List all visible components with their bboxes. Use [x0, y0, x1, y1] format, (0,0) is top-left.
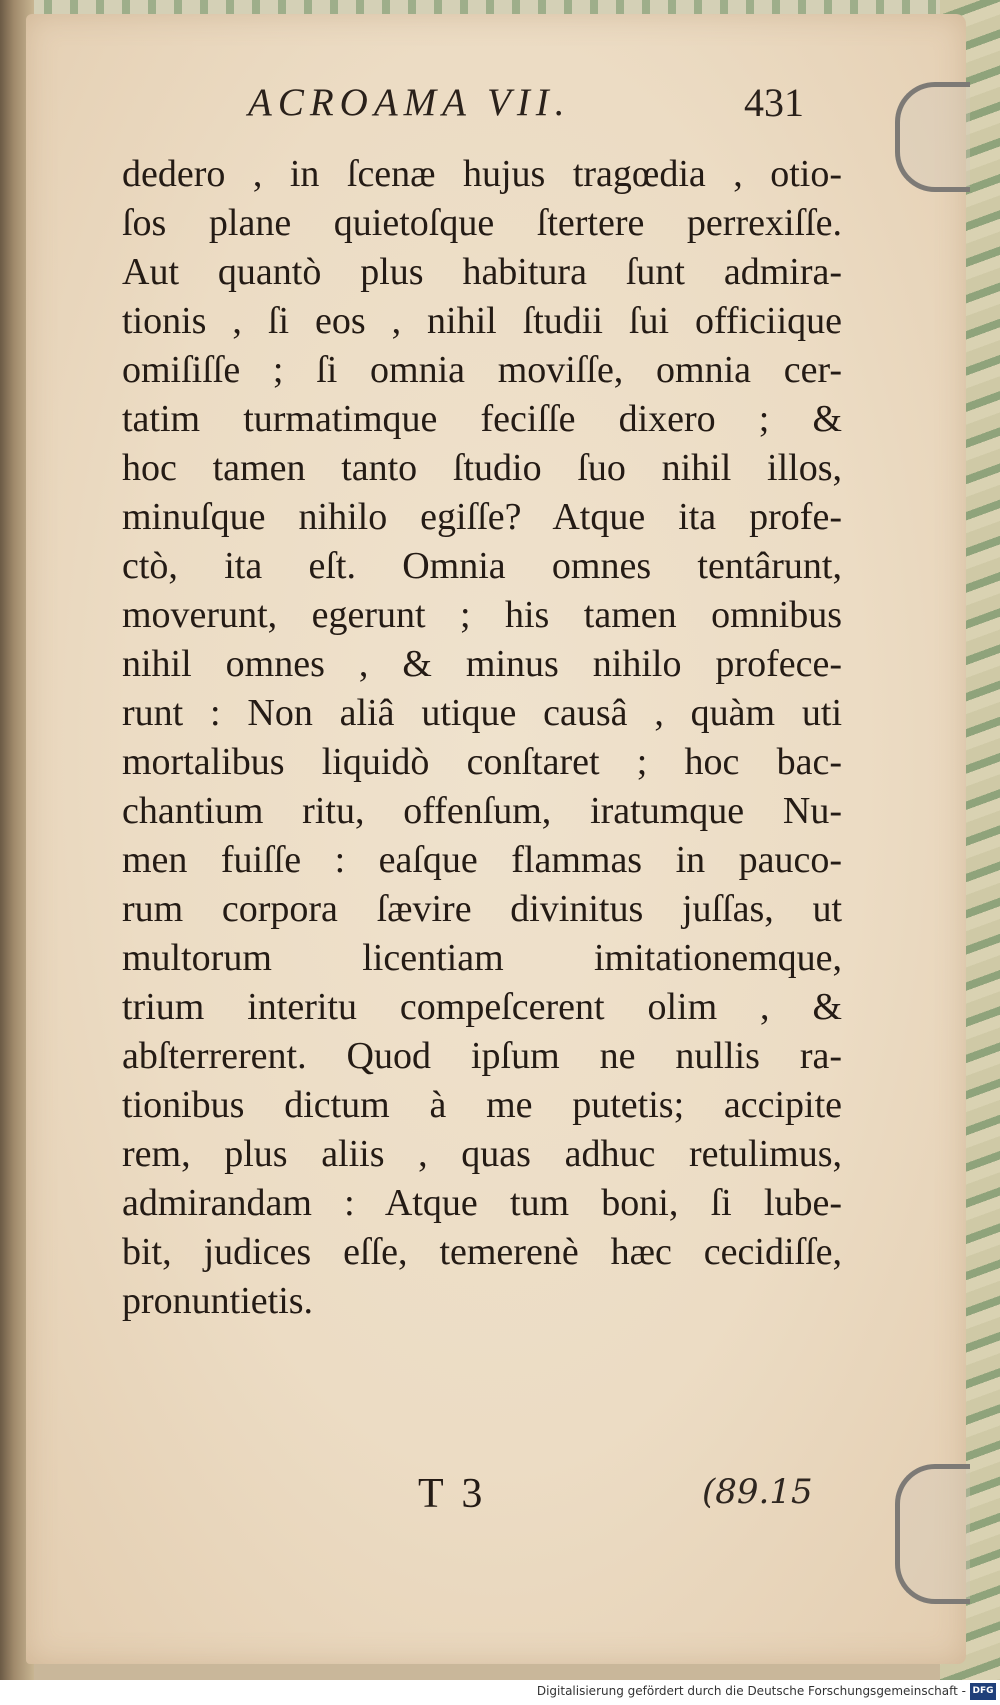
running-head: ACROAMA VII. — [248, 81, 571, 124]
text-line: tionibus dictum à me putetis; accipite — [122, 1084, 842, 1126]
text-line: bit, judices eſſe, temerenè hæc cecidiſſe, — [122, 1231, 842, 1273]
text-line: ſos plane quietoſque ſtertere perrexiſſe. — [122, 202, 842, 244]
text-line: rum corpora ſævire divinitus juſſas, ut — [122, 888, 842, 930]
text-line: multorum licentiam imitationemque, — [122, 937, 842, 979]
text-line: admirandam : Atque tum boni, ſi lubе- — [122, 1182, 842, 1224]
text-line: trium interitu compeſcerent olim , & — [122, 986, 842, 1028]
text-line: chantium ritu, offenſum, iratumque Nu- — [122, 790, 842, 832]
text-line: omiſiſſe ; ſi omnia moviſſe, omnia cer- — [122, 349, 842, 391]
signature-mark: T 3 — [418, 1471, 487, 1517]
text-line: moverunt, egerunt ; his tamen omnibus — [122, 594, 842, 636]
text-line: pronuntietis. — [122, 1280, 314, 1322]
handwritten-shelfmark: (89.15 — [702, 1472, 813, 1512]
text-line: men fuiſſe : eaſque flammas in pauco- — [122, 839, 842, 881]
text-line: hoc tamen tanto ſtudio ſuo nihil illos, — [122, 447, 842, 489]
text-line: ctò, ita eſt. Omnia omnes tentârunt, — [122, 545, 842, 587]
text-line: abſterrerent. Quod ipſum ne nullis ra- — [122, 1035, 842, 1077]
page-number: 431 — [744, 80, 804, 125]
text-line: tionis , ſi eos , nihil ſtudii ſui officiique — [122, 300, 842, 342]
dfg-logo-icon: DFG — [970, 1683, 996, 1700]
book-page — [26, 14, 966, 1664]
text-line: rem, plus aliis , quas adhuc retulimus, — [122, 1133, 842, 1175]
page-clip-bottom — [895, 1464, 970, 1604]
funding-credit: Digitalisierung gefördert durch die Deutsche Forschungsgemeinschaft - — [536, 1684, 966, 1698]
text-line: dedero , in ſcenæ hujus tragœdia , otio- — [122, 153, 842, 195]
footer-bar — [0, 1680, 1000, 1705]
text-line: Aut quantò plus habitura ſunt admira- — [122, 251, 842, 293]
text-line: minuſque nihilo egiſſe? Atque ita profe- — [122, 496, 842, 538]
text-line: mortalibus liquidò conſtaret ; hoc bac- — [122, 741, 842, 783]
text-line: runt : Non aliâ utique causâ , quàm uti — [122, 692, 842, 734]
text-line: nihil omnes , & minus nihilo profece- — [122, 643, 842, 685]
page-clip-top — [895, 82, 970, 192]
body-text — [122, 150, 842, 1326]
text-line: tatim turmatimque feciſſe dixero ; & — [122, 398, 842, 440]
